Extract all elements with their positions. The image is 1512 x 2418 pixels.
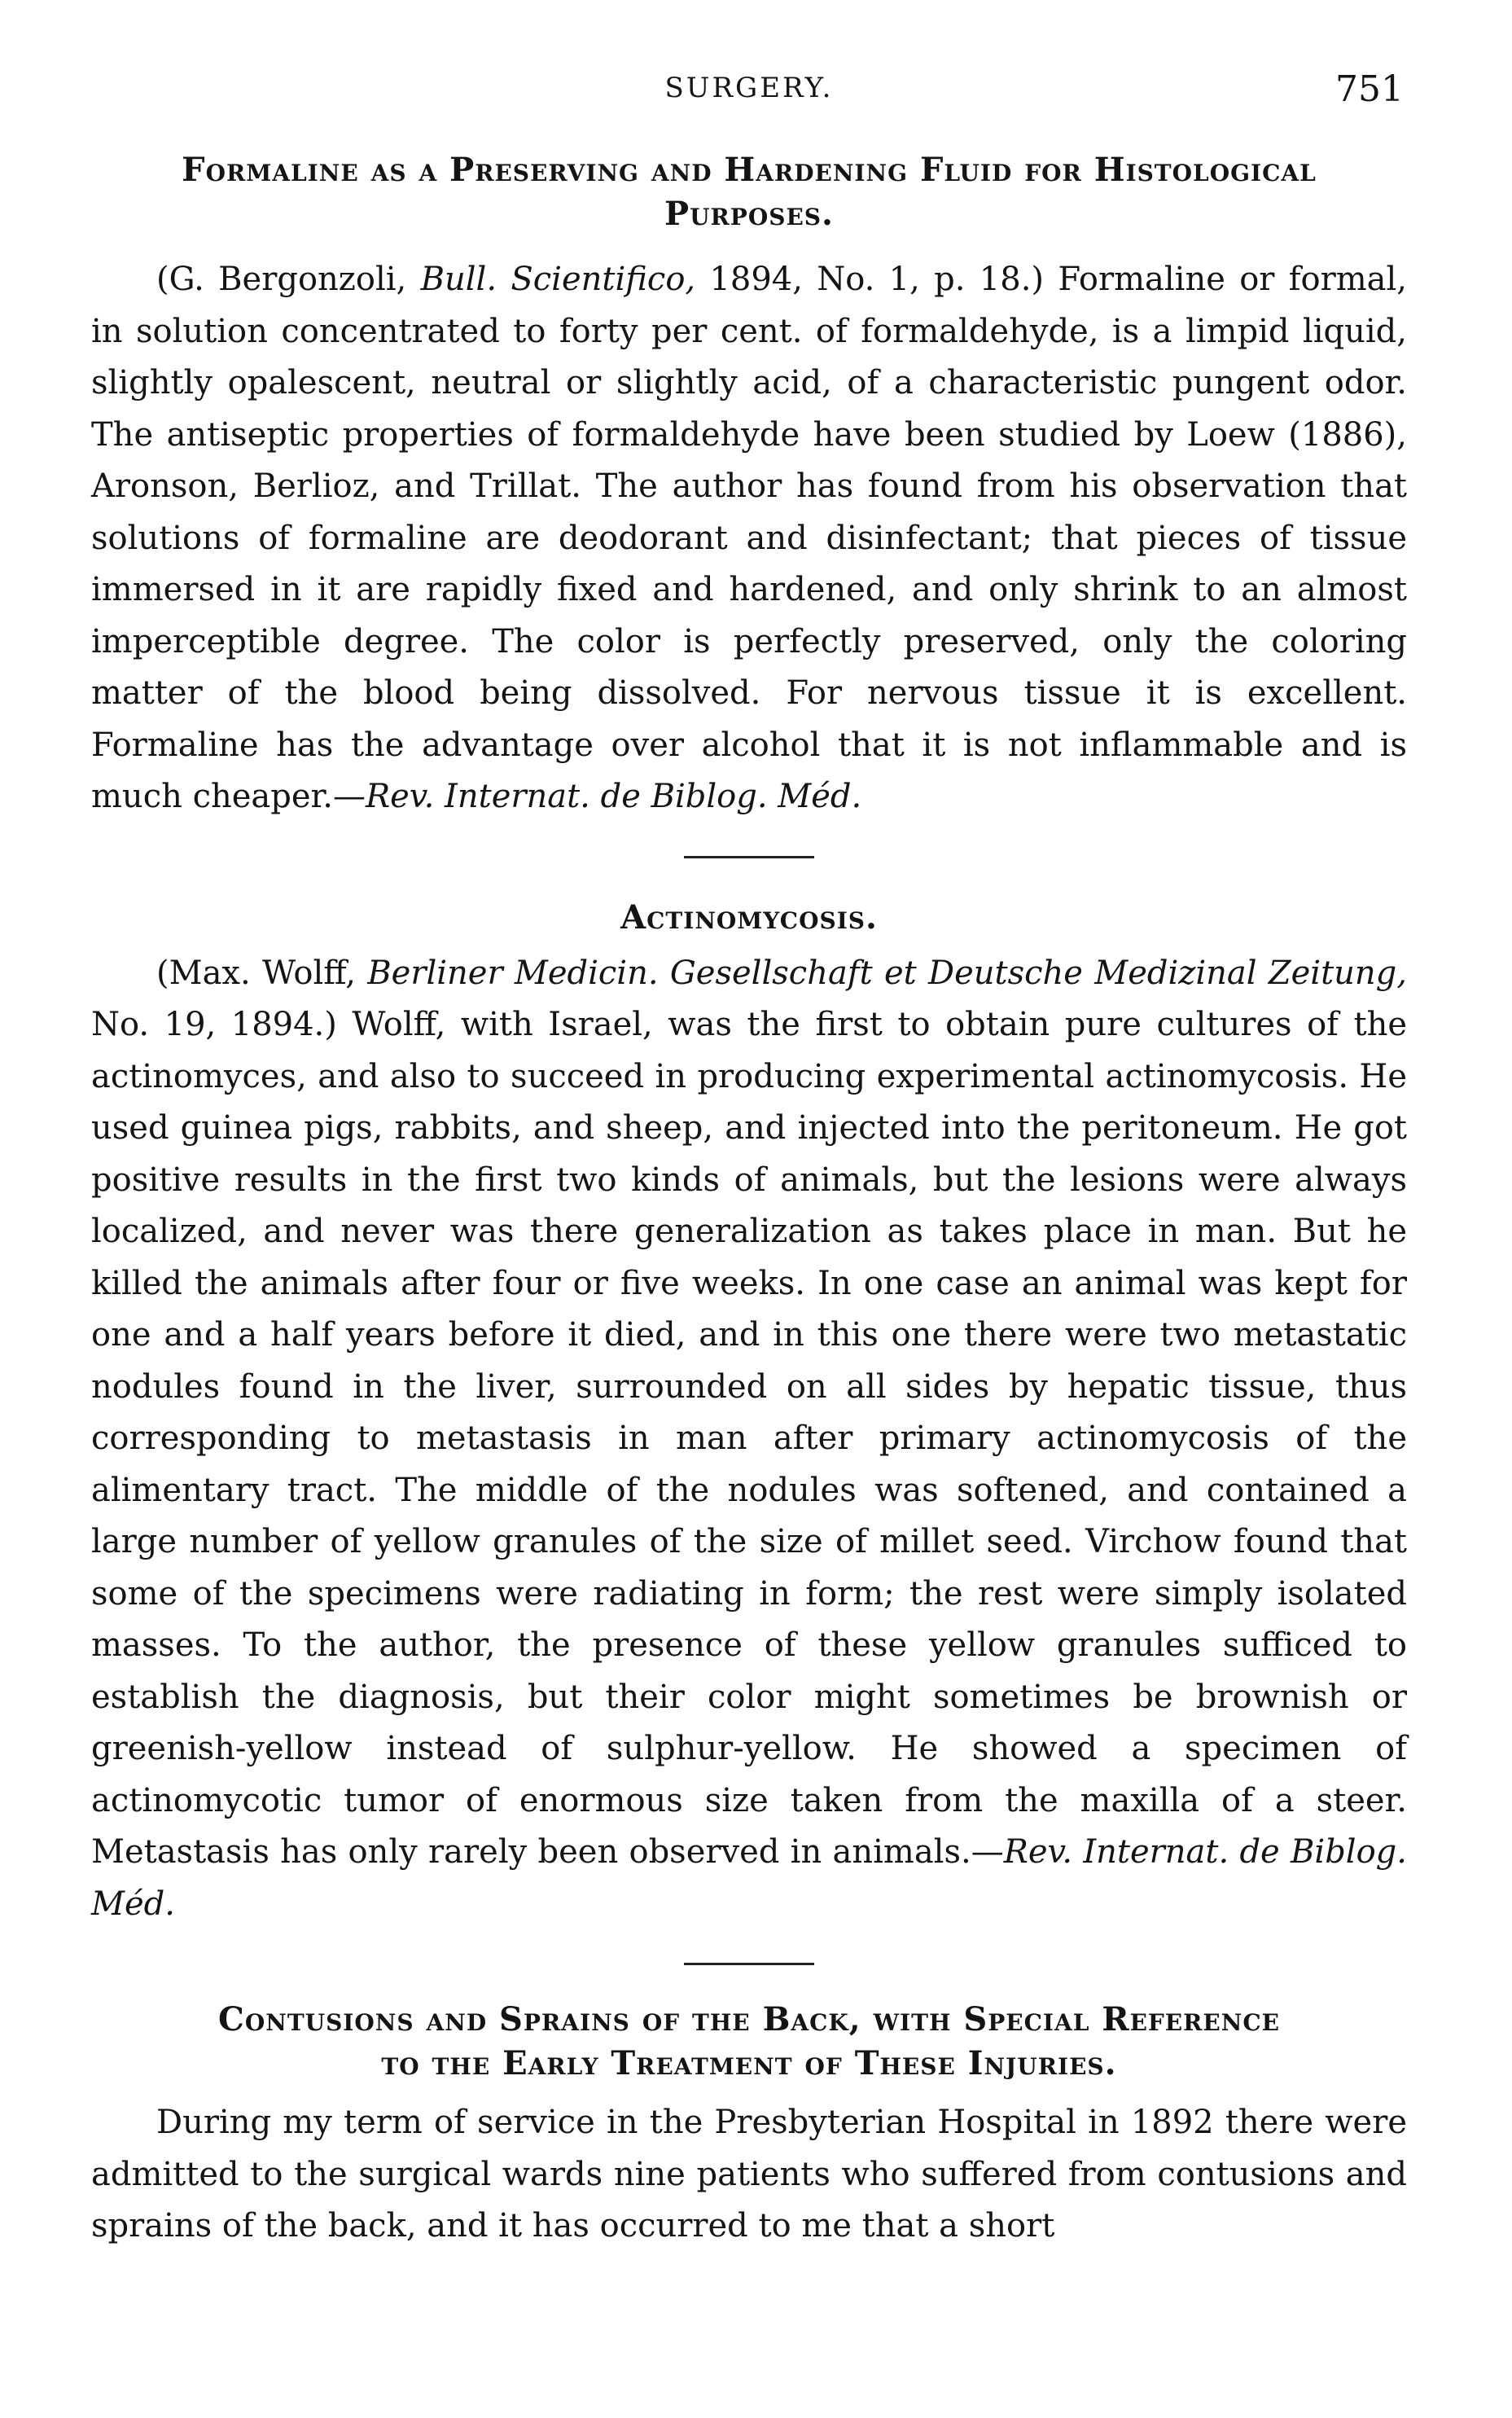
section-divider [684, 1963, 814, 1965]
article-formaline [91, 148, 1407, 823]
article-title-line-2: Purposes. [664, 195, 834, 233]
citation-open: (G. Bergonzoli, [156, 261, 421, 298]
journal-name: Bull. Scientifico, [420, 261, 696, 298]
article-body [91, 948, 1407, 1931]
body-text: No. 19, 1894.) Wolff, with Israel, was the first to obtain pure cultures of the actinomyces, and also to succeed in producing experimental actinomycosis. He used guinea pigs, rabbits, and sheep, and injected into the peritoneum. He got positive results in the first two kinds of animals, but the lesions were always localized, and never was there generalization as takes place in man. But he killed the animals after four or five weeks. In one case an animal was kept for one and a half years before it died, and in this one there were two metastatic nodules found in the liver, surrounded on all sides by hepatic tissue, thus corresponding to metastasis in man after primary actinomycosis of the alimentary tract. The middle of the nodules was softened, and contained a large number of yellow granules of the size of millet seed. Virchow found that some of the specimens were radiating in form; the rest were simply isolated masses. To the author, the presence of these yellow granules sufficed to establish the diagnosis, but their color might sometimes be brownish or greenish-yellow instead of sulphur-yellow. He showed a specimen of actinomycotic tumor of enormous size taken from the maxilla of a steer. Metastasis has only rarely been observed in animals.— [91, 1006, 1407, 1871]
article-actinomycosis [91, 896, 1407, 1931]
article-title-line-1: Contusions and Sprains of the Back, with Special Reference [218, 2000, 1280, 2038]
article-title-line-2: to the Early Treatment of These Injuries. [381, 2044, 1117, 2082]
article-body [91, 254, 1407, 823]
section-divider [684, 856, 814, 858]
journal-name: Berliner Medicin. Gesellschaft et Deutsche Medizinal Zeitung, [367, 954, 1407, 992]
page-number: 751 [1335, 68, 1404, 110]
source-citation: Rev. Internat. de Biblog. Méd. [365, 778, 862, 815]
running-title: SURGERY. [664, 72, 834, 104]
article-contusions [91, 1998, 1407, 2253]
body-text: 1894, No. 1, p. 18.) Formaline or formal, in solution concentrated to forty per cent. of formaldehyde, is a limpid liquid, slightly opalescent, neutral or slightly acid, of a characteristic pungent odor. The antiseptic properties of formaldehyde have been studied by Loew (1886), Aronson, Berlioz, and Trillat. The author has found from his observation that solutions of formaline are deodorant and disinfectant; that pieces of tissue immersed in it are rapidly fixed and hardened, and only shrink to an almost imperceptible degree. The color is perfectly preserved, only the coloring matter of the blood being dissolved. For nervous tissue it is excellent. Formaline has the advantage over alcohol that it is not inflammable and is much cheaper.— [91, 261, 1408, 815]
article-title [91, 148, 1407, 236]
journal-page [91, 68, 1407, 2253]
citation-open: (Max. Wolff, [156, 954, 368, 992]
running-head [91, 68, 1407, 142]
source-citation: Rev. Internat. de Biblog. Méd. [91, 1833, 1407, 1923]
article-body: During my term of service in the Presbyterian Hospital in 1892 there were admitted to the surgical wards nine patients who suffered from contusions and sprains of the back, and it has occurred to me that a short [91, 2104, 1407, 2245]
article-title-line-1: Formaline as a Preserving and Hardening Fluid for Histological [182, 151, 1317, 189]
article-title [91, 1998, 1407, 2086]
article-title: Actinomycosis. [620, 897, 878, 937]
